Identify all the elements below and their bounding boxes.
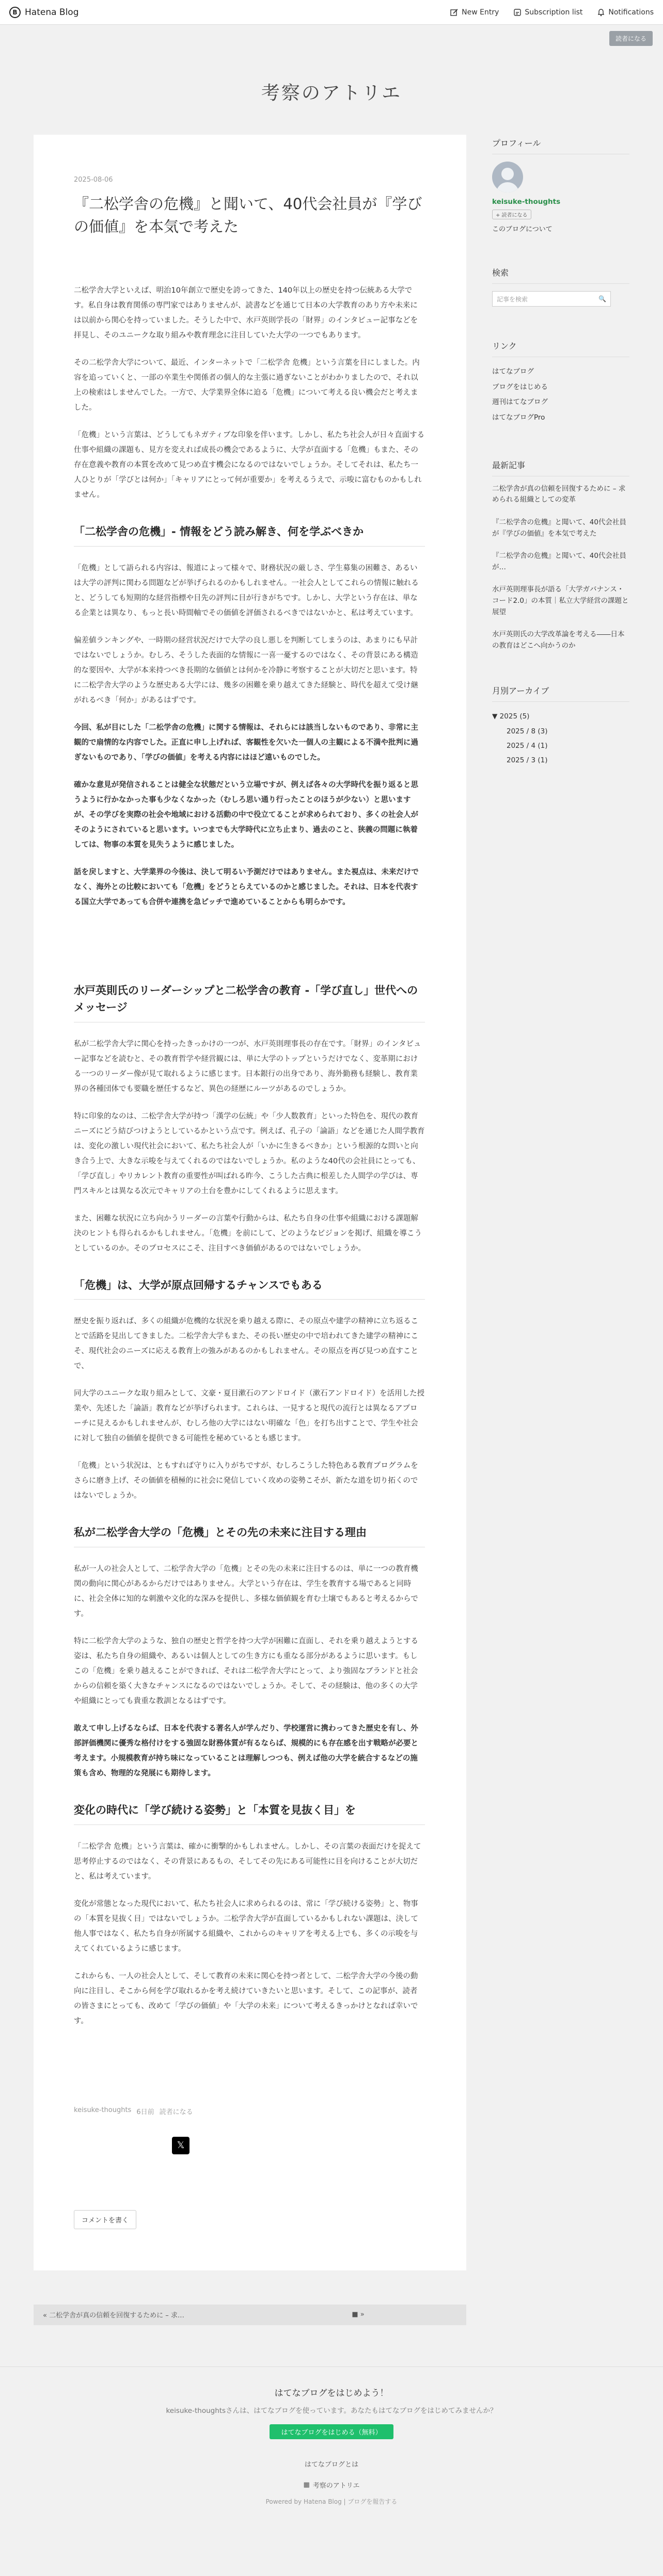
invite-heading: はてなブログをはじめよう！: [274, 2388, 389, 2398]
paragraph: 私が一人の社会人として、二松学舎大学の「危機」とその先の未来に注目するのは、単に一つの教育機関の動向に関心があるからだけではありません。大学という存在は、学生を教育する場であると同時に、社会全体に知的な刺激や文化的な深みを提供し、多様な価値観を育む土壌でもあると考えるからです。: [74, 1564, 418, 1618]
bell-icon: [597, 8, 605, 17]
paragraph: 今回、私が目にした「二松学舎の危機」に関する情報は、それらには該当しないものであり、非常に主観的で扇情的な内容でした。正直に申し上げれば、客観性を欠いた一個人の主観による不満や批判に過ぎないものであり、「学びの価値」を考える内容にはほど遠いものでした。: [74, 723, 418, 762]
paragraph: 確かな意見が発信されることは健全な状態だという立場ですが、例えば各々の大学時代を振り返ると思うように行かなかった事も少なくなかった（むしろ思い通り行ったことのほうが少ない）と思いますが、その学びを実際の社会や地域における活動の中で役立てることが求められており、多くの社会人がそのようにされていると思います。いつまでも大学時代に立ち止まり、過去のこと、狭義の問題に執着しては、物事の本質を見失うように感じました。: [74, 780, 418, 849]
archive-month[interactable]: 2025 / 3 (1): [507, 756, 548, 765]
search-input[interactable]: 記事を検索 🔍: [492, 291, 611, 307]
archive-module: [492, 684, 629, 767]
search-module: [492, 266, 629, 307]
profile-module: [492, 137, 629, 233]
recent-entry-link[interactable]: 水戸英則理事長が語る「大学ガバナンス・コード2.0」の本質｜私立大学経営の課題と展望: [492, 585, 629, 616]
paragraph: また、困難な状況に立ち向かうリーダーの言葉や行動からは、私たち自身の仕事や組織における課題解決のヒントも得られるかもしれません。「危機」を前にして、どのようなビジョンを掲げ、組織を導こうとしているのか。そのプロセスにこそ、注目すべき価値があるのではないでしょうか。: [74, 1214, 422, 1253]
blog-icon: ▦: [303, 2481, 310, 2489]
reader-link[interactable]: 読者になる: [159, 2108, 193, 2116]
subscription-list-button[interactable]: Subscription list: [513, 8, 582, 17]
subscribe-button[interactable]: + 読者になる: [492, 210, 531, 219]
article: [34, 135, 466, 2270]
invite-text: keisuke-thoughtsさんは、はてなブログを使っています。あなたもはてなブログをはじめてみませんか？: [166, 2406, 497, 2415]
edit-icon: [450, 8, 459, 17]
page-footer: [0, 2366, 663, 2526]
hatena-logo-icon: B: [9, 7, 21, 18]
recent-entry-link[interactable]: 二松学舎が真の信頼を回復するために – 求められる組織としての変革: [492, 484, 626, 504]
paragraph: 敢えて申し上げるならば、日本を代表する著名人が学んだり、学校運営に携わってきた歴史を有し、外部評価機関に優秀な格付けをする強固な財務体質が有るならば、規模的にも存在感を出す戦略が必要と考えます。小規模教育が持ち味になっていることは理解しつつも、例えば他の大学を統合するなどの施策も含め、物理的な発展にも期待します。: [74, 1724, 418, 1778]
module-title: プロフィール: [492, 137, 629, 154]
recent-entries-module: [492, 459, 629, 652]
blog-title[interactable]: 考察のアトリエ: [261, 83, 402, 104]
write-comment-button[interactable]: コメントを書く: [74, 2210, 136, 2229]
about-blog-link[interactable]: このブログについて: [492, 226, 552, 233]
archive-month[interactable]: 2025 / 8 (3): [507, 727, 548, 735]
subscription-icon: [513, 8, 522, 17]
author-link[interactable]: keisuke-thoughts: [74, 2106, 132, 2114]
archive-month[interactable]: 2025 / 4 (1): [507, 741, 548, 750]
recent-entry-link[interactable]: 『二松学舎の危機』と聞いて、40代会社員が『学びの価値』を本気で考えた: [492, 518, 626, 538]
global-header: [0, 0, 663, 25]
module-title: 最新記事: [492, 459, 629, 476]
module-title: 月別アーカイブ: [492, 684, 629, 702]
paragraph: これからも、一人の社会人として、そして教育の未来に関心を持つ者として、二松学舎大学の今後の動向に注目し、そこから何を学び取れるかを考え続けていきたいと思います。そして、この記事が、読者の皆さまにとっても、改めて「学びの価値」や「大学の未来」について考えるきっかけとなれば幸いです。: [74, 1972, 418, 2025]
recent-entry-link[interactable]: 『二松学舎の危機』と聞いて、40代会社員が…: [492, 552, 626, 571]
paragraph: 話を戻しますと、大学業界の今後は、決して明るい予測だけではありません。また視点は、未来だけでなく、海外との比較においても「危機」をどうとらえているのかと感じました。それは、日本を代表する国立大学であっても合併や連携を急ピッチで進めていることからも明らかです。: [74, 868, 419, 906]
next-entry-link[interactable]: ■ »: [250, 2305, 466, 2325]
sidebar-link[interactable]: 週刊はてなブログ: [492, 398, 548, 407]
brand-label: Hatena Blog: [25, 7, 79, 18]
sidebar-link[interactable]: はてなブログPro: [492, 413, 545, 422]
section-heading: 水戸英則氏のリーダーシップと二松学舎の教育 -「学び直し」世代へのメッセージ: [74, 982, 425, 1022]
paragraph: 「危機」という言葉は、どうしてもネガティブな印象を伴います。しかし、私たち社会人が日々直面する仕事や組織の課題も、見方を変えれば成長の機会であるように、大学が直面する「危機」もまた、その存在意義や教育の本質を改めて見つめ直す機会になるのではないでしょうか。そしてそれは、私たち一人ひとりが「学びとは何か」「キャリアにとって何が重要か」を考えるうえで、示唆に富むものかもしれません。: [74, 431, 425, 499]
search-icon[interactable]: 🔍: [598, 295, 606, 302]
pager: [34, 2305, 466, 2325]
notifications-button[interactable]: Notifications: [597, 8, 654, 17]
entry-footer: [74, 2106, 425, 2229]
paragraph: 「危機」という状況は、ともすれば守りに入りがちですが、むしろこうした特色ある教育プログラムをさらに磨き上げ、その価値を積極的に社会に発信していく攻めの姿勢こそが、新たな道を切り拓くのではないでしょうか。: [74, 1462, 418, 1500]
powered-by[interactable]: Powered by Hatena Blog | ブログを報告する: [265, 2498, 398, 2505]
hatena-blog-brand[interactable]: [9, 7, 79, 18]
entry-date[interactable]: 2025-08-06: [74, 176, 113, 184]
paragraph: 私が二松学舎大学に関心を持ったきっかけの一つが、水戸英則理事長の存在です。「財界」のインタビュー記事などを読むと、その教育哲学や経営観には、単に大学のトップというだけでなく、変革期における一つのリーダー像が見て取れるように感じます。日本銀行の出身であり、海外勤務も経験し、教育業界の各種団体でも要職を歴任するなど、異色の経歴にルーツがあるのでしょうか。: [74, 1039, 421, 1093]
links-module: [492, 340, 629, 426]
sidebar-link[interactable]: はてなブログ: [492, 367, 534, 376]
avatar[interactable]: [492, 162, 523, 193]
section-heading: 私が二松学舎大学の「危機」とその先の未来に注目する理由: [74, 1524, 425, 1547]
entry-body: [74, 283, 425, 2029]
module-title: リンク: [492, 340, 629, 357]
entry-title[interactable]: 『二松学舎の危機』と聞いて、40代会社員が『学びの価値』を本気で考えた: [74, 195, 422, 235]
x-logo-icon: 𝕏: [177, 2140, 185, 2151]
module-title: 検索: [492, 266, 629, 284]
paragraph: その二松学舎大学について、最近、インターネットで「二松学舎 危機」という言葉を目にしました。内容を追っていくと、一部の卒業生や関係者の個人的な主張に過ぎないことがわかりましたので、それ以上の検索はしませんでした。一方で、大学業界全体に迫る「危機」について考える良い機会だと考えました。: [74, 359, 420, 412]
reader-badge[interactable]: 読者になる: [609, 31, 653, 46]
prev-entry-link[interactable]: « 二松学舎が真の信頼を回復するために – 求…: [34, 2305, 250, 2325]
paragraph: 「二松学舎 危機」という言葉は、確かに衝撃的かもしれません。しかし、その言葉の表面だけを捉えて思考停止するのではなく、その背景にあるもの、そしてその先にある可能性に目を向けることが大切だと、私は考えています。: [74, 1842, 421, 1881]
section-heading: 変化の時代に「学び続ける姿勢」と「本質を見抜く目」を: [74, 1802, 425, 1825]
section-heading: 「危機」は、大学が原点回帰するチャンスでもある: [74, 1277, 425, 1300]
sidebar-link[interactable]: ブログをはじめる: [492, 382, 548, 391]
posted-ago[interactable]: 6日前: [136, 2108, 154, 2116]
paragraph: 特に二松学舎大学のような、独自の歴史と哲学を持つ大学が困難に直面し、それを乗り越えようとする姿は、私たち自身の組織や、あるいは個人としての生き方にも重なる部分があるように思います。もしこの「危機」を乗り越えることができれば、それは二松学舎大学にとって、より強固なブランドと社会からの信頼を築く大きなチャンスになるのではないでしょうか。そして、その経験は、他の多くの大学や組織にとっても貴重な教訓となるはずです。: [74, 1637, 418, 1705]
paragraph: 偏差値ランキングや、一時期の経営状況だけで大学の良し悪しを判断してしまうのは、あまりにも早計ではないでしょうか。むしろ、そうした表面的な情報に一喜一憂するのではなく、その背景にある構造的な要因や、大学が本来持つべき長期的な価値とは何かを冷静に考察することが大切だと思います。特に二松学舎大学のような歴史ある大学には、幾多の困難を乗り越えてきた経験と、時代を超えて受け継がれるべき「何か」があるはずです。: [74, 636, 418, 705]
paragraph: 二松学舎大学といえば、明治10年創立で歴史を誇ってきた、140年以上の歴史を持つ伝統ある大学です。私自身は教育関係の専門家ではありませんが、読書などを通じて日本の大学教育のあり方や未来には以前から関心を持っていました。そうした中で、水戸英則学長の「財界」のインタビュー記事などを拝見し、そのユニークな取り組みや教育理念に注目していた大学の一つでもあります。: [74, 286, 418, 340]
start-blog-button[interactable]: はてなブログをはじめる（無料）: [270, 2424, 393, 2439]
paragraph: 特に印象的なのは、二松学舎大学が持つ「漢学の伝統」や「少人数教育」といった特色を、現代の教育ニーズにどう結びつけようとしているかという点です。例えば、孔子の「論語」などを通じた人間学教育は、変化の激しい現代社会において、私たち社会人が「いかに生きるべきか」という根源的な問いと向き合う上で、大きな示唆を与えてくれるのではないでしょうか。私のような40代の会社員にとっても、「学び直し」やリカレント教育の重要性が叫ばれる昨今、こうした古典に根差した人間学の学びは、専門スキルとは異なる次元でキャリアの土台を豊かにしてくれるように思えます。: [74, 1112, 425, 1195]
section-heading: 「二松学舎の危機」- 情報をどう読み解き、何を学ぶべきか: [74, 523, 425, 547]
archive-year[interactable]: ▼ 2025 (5): [492, 712, 530, 721]
recent-entry-link[interactable]: 水戸英則氏の大学改革論を考える――日本の教育はどこへ向かうのか: [492, 630, 625, 650]
share-x-button[interactable]: [172, 2137, 190, 2154]
profile-name[interactable]: keisuke-thoughts: [492, 198, 561, 206]
new-entry-button[interactable]: New Entry: [450, 8, 499, 17]
footer-blog-title[interactable]: ▦ 考察のアトリエ: [303, 2481, 360, 2490]
paragraph: 変化が常態となった現代において、私たち社会人に求められるのは、常に「学び続ける姿勢」と、物事の「本質を見抜く目」ではないでしょうか。二松学舎大学が直面しているかもしれない課題は、決して他人事ではなく、私たち自身が所属する組織や、これからのキャリアを考える上でも、多くの示唆を与えてくれているように感じます。: [74, 1899, 418, 1953]
paragraph: 歴史を振り返れば、多くの組織が危機的な状況を乗り越える際に、その原点や建学の精神に立ち返ることで活路を見出してきました。二松学舎大学もまた、その長い歴史の中で培われてきた建学の精神にこそ、現代社会のニーズに応える教育上の強みがあるのかもしれません。その原点を再び見つめ直すことで、: [74, 1317, 418, 1371]
paragraph: 「危機」として語られる内容は、報道によって様々で、財務状況の厳しさ、学生募集の困難さ、あるいは大学の評判に関わる問題などが挙げられるのかもしれません。一社会人としてこれらの情報に触れると、どうしても短期的な経営指標や目先の評判に目が行きがちです。しかし、大学という存在は、単なる企業とは異なり、もっと長い時間軸でその価値を評価されるべきではないかと、私は考えています。: [74, 564, 419, 617]
paragraph: 同大学のユニークな取り組みとして、文豪・夏目漱石のアンドロイド（漱石アンドロイド）を活用した授業や、先述した「論語」教育などが挙げられます。これらは、一見すると現代の流行とは異なるアプローチに見えるかもしれませんが、むしろ他の大学にはない明確な「色」を打ち出すことで、学生や社会に対して独自の価値を提供できる可能性を秘めているとも感じます。: [74, 1389, 425, 1443]
about-hatena-link[interactable]: はてなブログとは: [304, 2460, 359, 2469]
sidebar: [492, 135, 629, 801]
